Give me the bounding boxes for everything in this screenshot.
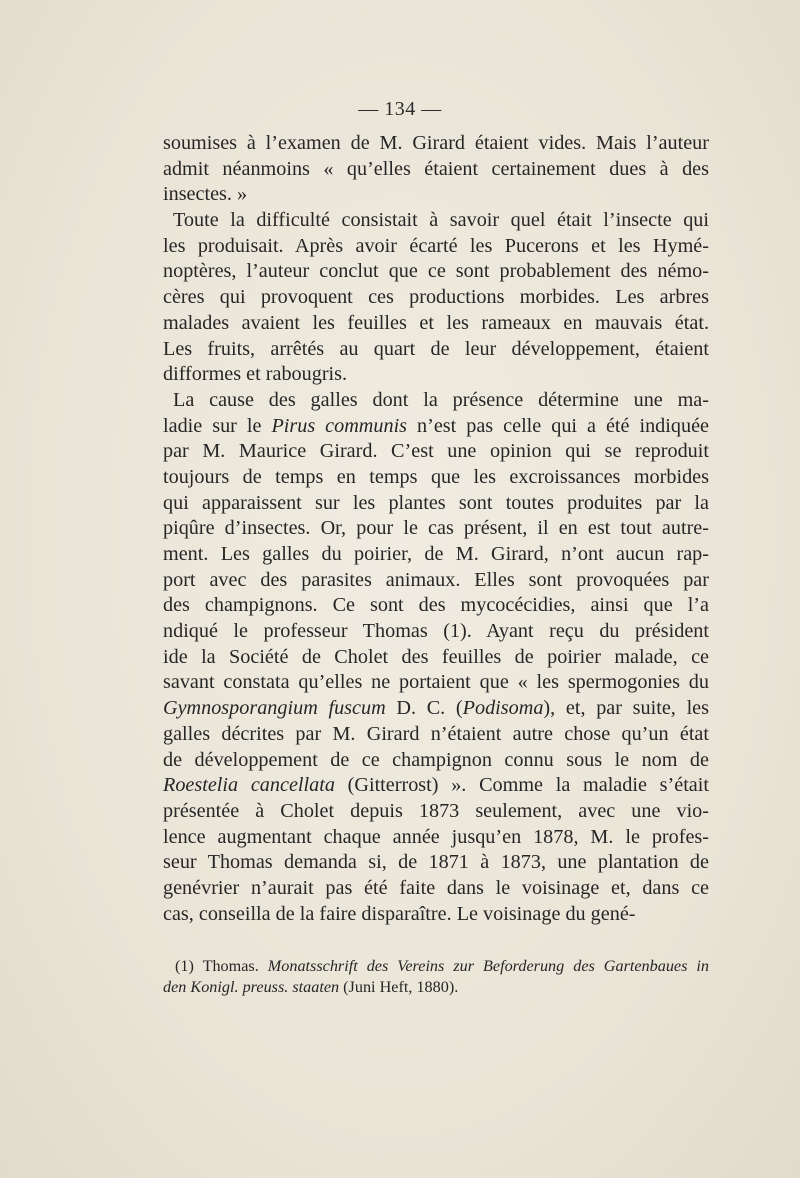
text-line: piqûre d’insectes. Or, pour le cas présent, il en est tout autre- (163, 517, 709, 540)
page-number-header: — 134 — (358, 98, 442, 120)
text-line: cères qui provoquent ces productions morbides. Les arbres (163, 286, 709, 309)
text-line: ide la Société de Cholet des feuilles de poirier malade, ce (163, 645, 709, 668)
footnotes (163, 956, 709, 998)
text-line: par M. Maurice Girard. C’est une opinion qui se reproduit (163, 440, 709, 463)
text-line: ment. Les galles du poirier, de M. Girard, n’ont aucun rap- (163, 543, 709, 565)
text-line: admit néanmoins « qu’elles étaient certainement dues à des (163, 157, 709, 180)
text-line: lence augmentant chaque année jusqu’en 1878, M. le profes- (163, 825, 709, 848)
text-line: ladie sur le Pirus communis n’est pas celle qui a été indiquée (163, 414, 709, 437)
text-line: Toute la difficulté consistait à savoir quel était l’insecte qui (173, 209, 709, 232)
text-line: insectes. » (163, 183, 248, 206)
text-line: des champignons. Ce sont des mycocécidies, ainsi que l’a (163, 594, 709, 617)
text-line: Roestelia cancellata (Gitterrost) ». Comme la maladie s’était (163, 774, 709, 797)
text-line: de développement de ce champignon connu sous le nom de (163, 748, 709, 771)
footnote-line: den Konigl. preuss. staaten (Juni Heft, 1880). (163, 978, 459, 996)
text-line: seur Thomas demanda si, de 1871 à 1873, une plantation de (163, 851, 709, 874)
text-line: port avec des parasites animaux. Elles sont provoquées par (163, 568, 709, 591)
body-text (163, 131, 709, 927)
text-line: présentée à Cholet depuis 1873 seulement, avec une vio- (163, 799, 709, 822)
text-line: genévrier n’aurait pas été faite dans le voisinage et, dans ce (163, 876, 709, 899)
text-line: malades avaient les feuilles et les rameaux en mauvais état. (163, 311, 709, 334)
text-line: noptères, l’auteur conclut que ce sont probablement des némo- (163, 260, 709, 283)
text-line: galles décrites par M. Girard n’étaient autre chose qu’un état (163, 722, 709, 745)
text-line: toujours de temps en temps que les excroissances morbides (163, 465, 709, 488)
text-line: Gymnosporangium fuscum D. C. (Podisoma), et, par suite, les (163, 697, 709, 720)
text-line: qui apparaissent sur les plantes sont toutes produites par la (163, 491, 709, 514)
text-line: savant constata qu’elles ne portaient que « les spermogonies du (163, 671, 709, 694)
text-line: cas, conseilla de la faire disparaître. Le voisinage du gené- (163, 902, 636, 925)
text-line: difformes et rabougris. (163, 363, 348, 386)
text-line: La cause des galles dont la présence détermine une ma- (173, 388, 709, 411)
text-line: Les fruits, arrêtés au quart de leur développement, étaient (163, 337, 709, 360)
text-line: soumises à l’examen de M. Girard étaient vides. Mais l’auteur (163, 132, 709, 154)
text-line: les produisait. Après avoir écarté les Pucerons et les Hymé- (163, 234, 709, 257)
footnote-line: (1) Thomas. Monatsschrift des Vereins zur Beforderung des Gartenbaues in (175, 957, 710, 975)
text-line: ndiqué le professeur Thomas (1). Ayant reçu du président (163, 620, 709, 643)
